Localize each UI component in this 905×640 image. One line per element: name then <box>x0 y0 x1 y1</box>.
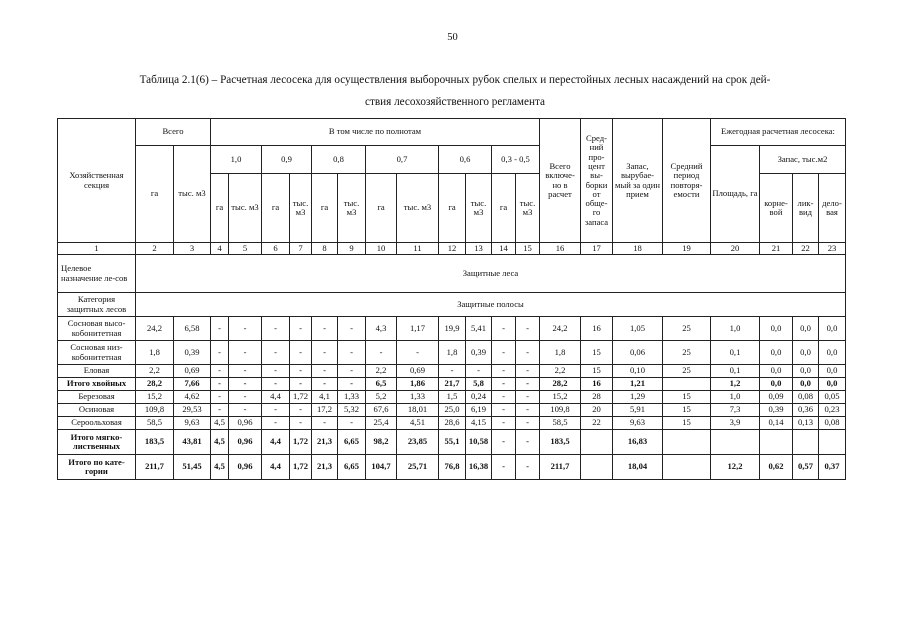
table-cell: 16,83 <box>613 430 663 455</box>
table-cell: 4,5 <box>211 455 229 480</box>
table-cell: 16,38 <box>466 455 492 480</box>
table-cell: 0,13 <box>793 417 819 430</box>
table-cell: 4,62 <box>174 391 211 404</box>
table-cell <box>793 430 819 455</box>
table-cell: 0,1 <box>711 365 760 378</box>
row-section-name: Сосновая высо-кобонитетная <box>58 317 136 341</box>
table-cell: 0,0 <box>819 378 846 391</box>
table-cell: - <box>338 417 366 430</box>
table-cell: 1,8 <box>439 341 466 365</box>
table-cell: - <box>229 317 262 341</box>
table-cell: 4,51 <box>397 417 439 430</box>
table-cell <box>819 430 846 455</box>
table-cell: 7,3 <box>711 404 760 417</box>
row-section-name: Итого мягко-лиственных <box>58 430 136 455</box>
header-d2-ha: га <box>262 174 290 243</box>
table-cell: 24,2 <box>540 317 581 341</box>
table-cell: 0,0 <box>760 378 793 391</box>
table-cell: - <box>466 365 492 378</box>
column-number: 22 <box>793 243 819 255</box>
column-number: 21 <box>760 243 793 255</box>
table-cell: 1,86 <box>397 378 439 391</box>
table-cell: 0,96 <box>229 455 262 480</box>
table-cell: 0,69 <box>397 365 439 378</box>
table-cell: 1,33 <box>338 391 366 404</box>
table-row <box>58 365 846 378</box>
table-cell: 1,05 <box>613 317 663 341</box>
table-row <box>58 455 846 480</box>
header-d6-m3: тыс. м3 <box>516 174 540 243</box>
purpose-value: Защитные леса <box>136 255 846 293</box>
column-number: 12 <box>439 243 466 255</box>
table-cell: - <box>492 404 516 417</box>
table-cell: - <box>262 317 290 341</box>
table-cell: - <box>229 378 262 391</box>
header-avg-period: Средний период повторя-емости <box>663 119 711 243</box>
column-number: 14 <box>492 243 516 255</box>
table-cell: - <box>492 378 516 391</box>
header-d3-ha: га <box>312 174 338 243</box>
header-d1-m3: тыс. м3 <box>229 174 262 243</box>
header-total-included: Всего включе-но в расчет <box>540 119 581 243</box>
table-cell: 0,0 <box>793 365 819 378</box>
header-d5-m3: тыс. м3 <box>466 174 492 243</box>
header-area-ha: Площадь, га <box>711 146 760 243</box>
table-cell: - <box>312 365 338 378</box>
column-number: 23 <box>819 243 846 255</box>
table-cell: - <box>492 341 516 365</box>
table-cell: 9,63 <box>174 417 211 430</box>
table-cell: - <box>492 430 516 455</box>
table-cell: 18,01 <box>397 404 439 417</box>
table-cell: 58,5 <box>136 417 174 430</box>
table-cell: 211,7 <box>540 455 581 480</box>
table-cell: 4,4 <box>262 430 290 455</box>
table-cell: 0,10 <box>613 365 663 378</box>
column-number: 1 <box>58 243 136 255</box>
table-cell: 2,2 <box>540 365 581 378</box>
table-cell: - <box>492 455 516 480</box>
table-cell: - <box>338 378 366 391</box>
column-number: 18 <box>613 243 663 255</box>
table-cell: - <box>397 341 439 365</box>
table-cell: 22 <box>581 417 613 430</box>
column-number: 15 <box>516 243 540 255</box>
table-cell: - <box>516 378 540 391</box>
table-cell: - <box>492 365 516 378</box>
table-cell: 109,8 <box>540 404 581 417</box>
column-number: 10 <box>366 243 397 255</box>
table-cell: - <box>229 404 262 417</box>
table-cell: 0,0 <box>793 317 819 341</box>
table-cell: 15 <box>663 417 711 430</box>
table-cell: 0,0 <box>760 365 793 378</box>
table-cell: - <box>211 378 229 391</box>
table-cell: 1,21 <box>613 378 663 391</box>
table-cell: - <box>211 317 229 341</box>
table-cell: - <box>262 378 290 391</box>
table-cell: 1,0 <box>711 391 760 404</box>
table-cell: 25,4 <box>366 417 397 430</box>
table-cell: 4,15 <box>466 417 492 430</box>
table-cell: - <box>211 341 229 365</box>
table-cell: 21,3 <box>312 455 338 480</box>
header-business: дело-вая <box>819 174 846 243</box>
table-cell: 28 <box>581 391 613 404</box>
header-density-0-6: 0,6 <box>439 146 492 174</box>
table-cell: 25 <box>663 365 711 378</box>
table-cell: 0,0 <box>760 317 793 341</box>
table-cell: 21,7 <box>439 378 466 391</box>
row-section-name: Еловая <box>58 365 136 378</box>
table-cell: 67,6 <box>366 404 397 417</box>
table-cell: 9,63 <box>613 417 663 430</box>
header-density-0-8: 0,8 <box>312 146 366 174</box>
table-cell: 15 <box>581 365 613 378</box>
table-cell: 1,72 <box>290 455 312 480</box>
table-cell: - <box>312 341 338 365</box>
table-row <box>58 317 846 341</box>
table-cell: 104,7 <box>366 455 397 480</box>
caption-line-2: ствия лесохозяйственного регламента <box>365 96 545 108</box>
table-cell: - <box>290 404 312 417</box>
table-cell: 0,0 <box>793 341 819 365</box>
table-cell: 4,5 <box>211 430 229 455</box>
table-cell: 43,81 <box>174 430 211 455</box>
table-cell: 15 <box>663 404 711 417</box>
table-cell: 0,23 <box>819 404 846 417</box>
table-cell: 2,2 <box>136 365 174 378</box>
table-cell: 6,5 <box>366 378 397 391</box>
table-caption <box>60 69 850 113</box>
table-cell: 4,5 <box>211 417 229 430</box>
table-row <box>58 417 846 430</box>
table-cell: 0,0 <box>819 341 846 365</box>
table-cell: 1,2 <box>711 378 760 391</box>
header-density-0-3-0-5: 0,3 - 0,5 <box>492 146 540 174</box>
table-cell: 12,2 <box>711 455 760 480</box>
header-root: корне-вой <box>760 174 793 243</box>
header-stock-felled: Запас, вырубае-мый за один прием <box>613 119 663 243</box>
table-cell <box>663 430 711 455</box>
table-cell: 211,7 <box>136 455 174 480</box>
table-cell: 25 <box>663 341 711 365</box>
table-cell: 0,37 <box>819 455 846 480</box>
table-cell: - <box>492 317 516 341</box>
table-cell: 0,14 <box>760 417 793 430</box>
table-cell: 58,5 <box>540 417 581 430</box>
table-cell: 5,91 <box>613 404 663 417</box>
table-row <box>58 430 846 455</box>
table-cell: - <box>290 317 312 341</box>
table-cell: 0,57 <box>793 455 819 480</box>
table-cell: - <box>229 391 262 404</box>
table-cell: 0,1 <box>711 341 760 365</box>
table-cell: 183,5 <box>540 430 581 455</box>
header-stock-thous: Запас, тыс.м2 <box>760 146 846 174</box>
table-cell: 109,8 <box>136 404 174 417</box>
table-cell: - <box>290 341 312 365</box>
table-cell: - <box>516 341 540 365</box>
table-cell: 24,2 <box>136 317 174 341</box>
table-cell: 4,1 <box>312 391 338 404</box>
row-section-name: Итого хвойных <box>58 378 136 391</box>
table-cell <box>581 430 613 455</box>
header-total-m3: тыс. м3 <box>174 146 211 243</box>
table-cell: 23,85 <box>397 430 439 455</box>
caption-line-1: Таблица 2.1(6) – Расчетная лесосека для осуществления выборочных рубок спелых и перестойных лесных насаждений на срок дей- <box>139 74 771 86</box>
table-cell: - <box>290 378 312 391</box>
table-cell: 5,8 <box>466 378 492 391</box>
row-section-name: Осиновая <box>58 404 136 417</box>
table-cell: - <box>312 317 338 341</box>
table-cell: 0,36 <box>793 404 819 417</box>
column-number: 2 <box>136 243 174 255</box>
table-cell: 0,0 <box>819 317 846 341</box>
table-cell: - <box>312 378 338 391</box>
table-cell <box>663 378 711 391</box>
table-cell: - <box>516 430 540 455</box>
table-cell: 0,96 <box>229 417 262 430</box>
table-cell: 18,04 <box>613 455 663 480</box>
table-cell: - <box>229 341 262 365</box>
table-cell: - <box>516 365 540 378</box>
table-cell: 0,39 <box>466 341 492 365</box>
column-number: 8 <box>312 243 338 255</box>
table-cell: 4,3 <box>366 317 397 341</box>
table-cell: - <box>516 391 540 404</box>
category-label: Категория защитных лесов <box>58 293 136 317</box>
table-cell: 15,2 <box>540 391 581 404</box>
table-cell: - <box>290 417 312 430</box>
table-cell: - <box>262 404 290 417</box>
table-cell: 25,71 <box>397 455 439 480</box>
header-d6-ha: га <box>492 174 516 243</box>
table-cell: 0,09 <box>760 391 793 404</box>
table-cell: 5,2 <box>366 391 397 404</box>
header-d2-m3: тыс. м3 <box>290 174 312 243</box>
table-cell: 1,5 <box>439 391 466 404</box>
column-number-row <box>58 243 846 255</box>
column-number: 9 <box>338 243 366 255</box>
header-including-density: В том числе по полнотам <box>211 119 540 146</box>
row-section-name: Итого по кате-гории <box>58 455 136 480</box>
header-annual: Ежегодная расчетная лесосека: <box>711 119 846 146</box>
row-section-name: Березовая <box>58 391 136 404</box>
header-total: Всего <box>136 119 211 146</box>
column-number: 5 <box>229 243 262 255</box>
table-cell: 1,8 <box>136 341 174 365</box>
table-cell: 15 <box>581 341 613 365</box>
table-cell: 0,96 <box>229 430 262 455</box>
table-cell: 17,2 <box>312 404 338 417</box>
table-cell: 25,0 <box>439 404 466 417</box>
table-cell: - <box>262 365 290 378</box>
table-cell: 28,2 <box>540 378 581 391</box>
table-cell: - <box>312 417 338 430</box>
table-row <box>58 391 846 404</box>
table-cell: - <box>211 365 229 378</box>
table-cell: 6,58 <box>174 317 211 341</box>
column-number: 17 <box>581 243 613 255</box>
table-cell: 0,05 <box>819 391 846 404</box>
table-cell: 0,69 <box>174 365 211 378</box>
table-cell: 4,4 <box>262 391 290 404</box>
column-number: 4 <box>211 243 229 255</box>
table-cell: 0,62 <box>760 455 793 480</box>
table-cell: 28,6 <box>439 417 466 430</box>
table-cell: 3,9 <box>711 417 760 430</box>
table-cell: - <box>211 391 229 404</box>
page-number: 50 <box>447 32 458 43</box>
table-cell: - <box>366 341 397 365</box>
table-cell: 10,58 <box>466 430 492 455</box>
purpose-label: Целевое назначение ле-сов <box>58 255 136 293</box>
table-cell: - <box>516 455 540 480</box>
table-row <box>58 378 846 391</box>
header-d1-ha: га <box>211 174 229 243</box>
table-cell: 6,19 <box>466 404 492 417</box>
table-cell: 1,33 <box>397 391 439 404</box>
table-cell: - <box>338 317 366 341</box>
table-cell: - <box>516 317 540 341</box>
table-cell: - <box>516 417 540 430</box>
column-number: 20 <box>711 243 760 255</box>
table-cell: 15,2 <box>136 391 174 404</box>
table-cell: - <box>211 404 229 417</box>
table-cell: - <box>262 417 290 430</box>
table-cell: 0,06 <box>613 341 663 365</box>
table-cell: 1,72 <box>290 430 312 455</box>
table-cell: - <box>492 417 516 430</box>
row-section-name: Сероольховая <box>58 417 136 430</box>
header-section: Хозяйственная секция <box>58 119 136 243</box>
table-cell: 16 <box>581 378 613 391</box>
column-number: 13 <box>466 243 492 255</box>
header-d5-ha: га <box>439 174 466 243</box>
table-cell: 183,5 <box>136 430 174 455</box>
table-cell: 1,8 <box>540 341 581 365</box>
table-row <box>58 404 846 417</box>
header-total-ha: га <box>136 146 174 243</box>
column-number: 7 <box>290 243 312 255</box>
table-cell: 0,0 <box>760 341 793 365</box>
header-avg-percent: Сред-ний про-цент вы-борки от обще-го запаса <box>581 119 613 243</box>
table-cell: 1,29 <box>613 391 663 404</box>
table-row <box>58 341 846 365</box>
table-cell: 0,08 <box>793 391 819 404</box>
table-cell: 6,65 <box>338 455 366 480</box>
table-cell <box>760 430 793 455</box>
table-cell: 7,66 <box>174 378 211 391</box>
table-cell: 25 <box>663 317 711 341</box>
table-cell: - <box>516 404 540 417</box>
table-cell: - <box>262 341 290 365</box>
table-cell: 19,9 <box>439 317 466 341</box>
header-d3-m3: тыс. м3 <box>338 174 366 243</box>
category-value: Защитные полосы <box>136 293 846 317</box>
table-cell: 2,2 <box>366 365 397 378</box>
table-cell: - <box>338 365 366 378</box>
table-cell: - <box>439 365 466 378</box>
table-cell: 1,72 <box>290 391 312 404</box>
table-cell: 55,1 <box>439 430 466 455</box>
table-cell: - <box>338 341 366 365</box>
table-cell: 6,65 <box>338 430 366 455</box>
header-density-0-7: 0,7 <box>366 146 439 174</box>
table-cell: - <box>290 365 312 378</box>
row-section-name: Сосновая низ-кобонитетная <box>58 341 136 365</box>
table-cell: 16 <box>581 317 613 341</box>
column-number: 16 <box>540 243 581 255</box>
table-cell: 29,53 <box>174 404 211 417</box>
table-cell: - <box>229 365 262 378</box>
table-cell: 0,0 <box>819 365 846 378</box>
table-cell: 5,41 <box>466 317 492 341</box>
header-d4-ha: га <box>366 174 397 243</box>
table-cell: 0,0 <box>793 378 819 391</box>
header-d4-m3: тыс. м3 <box>397 174 439 243</box>
table-cell: 5,32 <box>338 404 366 417</box>
table-cell <box>711 430 760 455</box>
table-cell: 0,08 <box>819 417 846 430</box>
column-number: 3 <box>174 243 211 255</box>
table-cell <box>581 455 613 480</box>
column-number: 11 <box>397 243 439 255</box>
table-cell: 0,24 <box>466 391 492 404</box>
table-cell: 1,0 <box>711 317 760 341</box>
header-liquid: лик-вид <box>793 174 819 243</box>
table-cell: 4,4 <box>262 455 290 480</box>
table-cell: 0,39 <box>174 341 211 365</box>
table-cell: 0,39 <box>760 404 793 417</box>
table-cell: 51,45 <box>174 455 211 480</box>
column-number: 19 <box>663 243 711 255</box>
column-number: 6 <box>262 243 290 255</box>
table-cell: 28,2 <box>136 378 174 391</box>
table-cell <box>663 455 711 480</box>
table-cell: 20 <box>581 404 613 417</box>
table-cell: 15 <box>663 391 711 404</box>
table-cell: 21,3 <box>312 430 338 455</box>
table-cell: 76,8 <box>439 455 466 480</box>
lesoseka-table <box>57 118 846 480</box>
header-density-1-0: 1,0 <box>211 146 262 174</box>
table-cell: - <box>492 391 516 404</box>
header-density-0-9: 0,9 <box>262 146 312 174</box>
table-cell: 98,2 <box>366 430 397 455</box>
table-cell: 1,17 <box>397 317 439 341</box>
